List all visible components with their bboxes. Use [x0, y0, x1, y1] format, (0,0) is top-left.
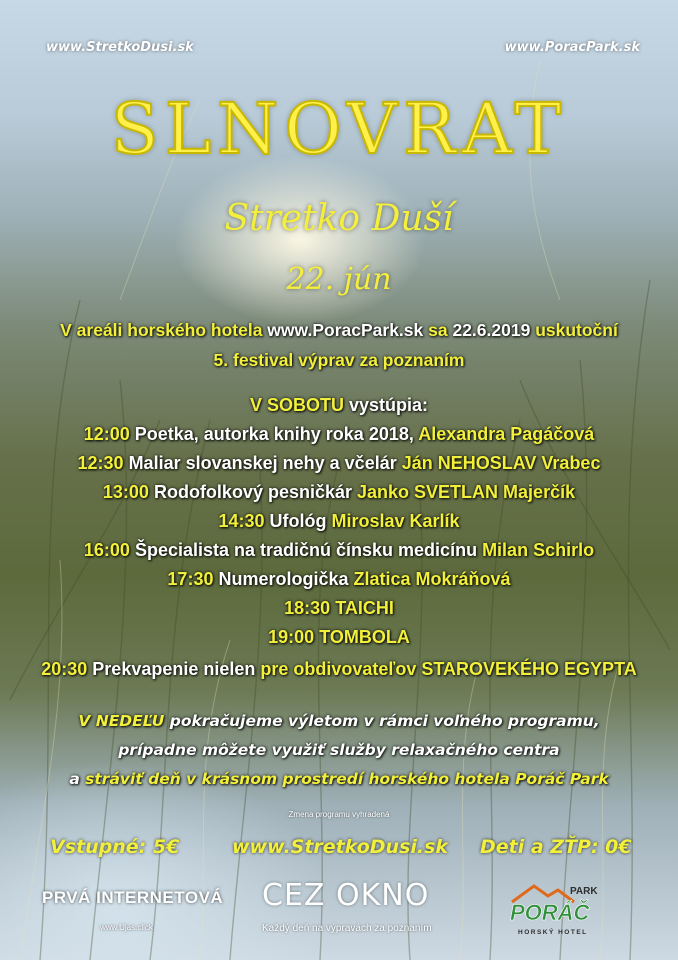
intro-part-a: V areáli horského hotela [60, 320, 268, 340]
sunday-line-3 [0, 770, 678, 788]
program-time: 12:00 [83, 424, 130, 444]
prva-internetova-logo: PRVÁ INTERNETOVÁ [42, 888, 224, 907]
sunday-text-3a: a [69, 770, 86, 788]
kids-price: Deti a ZŤP: 0€ [480, 836, 632, 858]
saturday-rest: vystúpia: [343, 395, 429, 415]
program-name: Alexandra Pagáčová [418, 424, 595, 444]
program-name: TAICHI [335, 598, 394, 618]
footer-site-link[interactable]: www.StretkoDusi.sk [232, 836, 449, 858]
program-change-note: Zmena programu vyhradená [288, 810, 390, 819]
program-item [0, 511, 678, 532]
program-item [0, 569, 678, 590]
program-name: Miroslav Karlík [331, 511, 460, 531]
program-name: TOMBOLA [319, 627, 410, 647]
sunday-line-1 [0, 712, 678, 730]
header-url-left[interactable]: www.StretkoDusi.sk [46, 40, 194, 55]
program-item [0, 627, 678, 648]
sunday-day: V NEDEĽU [78, 712, 165, 730]
program-name: pre obdivovateľov STAROVEKÉHO EGYPTA [260, 659, 637, 679]
sunday-line-2: prípadne môžete využiť služby relaxačného centra [118, 741, 560, 759]
program-item [0, 598, 678, 619]
program-name: Ján NEHOSLAV Vrabec [401, 453, 601, 473]
entry-price: Vstupné: 5€ [50, 836, 180, 858]
program-item [0, 540, 678, 561]
program-time: 17:30 [167, 569, 214, 589]
program-time: 14:30 [218, 511, 265, 531]
program-item [0, 482, 678, 503]
porac-park-logo [508, 878, 618, 938]
program-name: Zlatica Mokráňová [353, 569, 511, 589]
intro-line-1 [0, 320, 678, 341]
program-time: 13:00 [102, 482, 149, 502]
program-time: 18:30 [284, 598, 331, 618]
program-time: 16:00 [83, 540, 130, 560]
program-time: 20:30 [41, 659, 88, 679]
cez-okno-logo: CEZ OKNO [262, 878, 430, 913]
intro-link[interactable]: www.PoracPark.sk [267, 320, 424, 340]
logo-park-text: PARK [570, 886, 598, 897]
header-url-right[interactable]: www.PoracPark.sk [504, 40, 640, 55]
intro-date: 22.6.2019 [452, 320, 531, 340]
intro-line-2: 5. festival výprav za poznaním [213, 350, 465, 370]
poster-title: SLNOVRAT [110, 88, 568, 170]
program-item [0, 659, 678, 680]
ujas-link[interactable]: www.Ujas.click [100, 923, 153, 932]
sunday-text-1: pokračujeme výletom v rámci voľného programu, [164, 712, 600, 730]
program-desc: Prekvapenie nielen [87, 659, 261, 679]
sunday-text-3b: stráviť deň v krásnom prostredí horského hotela Poráč Park [85, 770, 609, 788]
program-desc: Rodofolkový pesničkár [148, 482, 358, 502]
poster-subtitle: Stretko Duší [224, 198, 454, 239]
program-item [0, 424, 678, 445]
program-desc: Numerologička [213, 569, 354, 589]
saturday-heading [0, 395, 678, 416]
program-desc: Ufológ [264, 511, 332, 531]
cez-okno-tagline: Každý deň na výpravách za poznaním [262, 923, 432, 934]
program-desc: Špecialista na tradičnú čínsku medicínu [129, 540, 483, 560]
program-item [0, 453, 678, 474]
program-time: 12:30 [77, 453, 124, 473]
intro-part-c: sa [423, 320, 453, 340]
event-date: 22. jún [286, 262, 392, 297]
program-desc: Poetka, autorka knihy roka 2018, [129, 424, 419, 444]
program-name: Milan Schirlo [482, 540, 595, 560]
saturday-day: V SOBOTU [249, 395, 344, 415]
intro-part-e: uskutoční [530, 320, 618, 340]
program-desc: Maliar slovanskej nehy a včelár [123, 453, 402, 473]
program-name: Janko SVETLAN Majerčík [357, 482, 576, 502]
program-time: 19:00 [268, 627, 315, 647]
logo-main-text: PORÁČ [510, 900, 590, 925]
logo-sub-text: HORSKÝ HOTEL [518, 929, 588, 936]
